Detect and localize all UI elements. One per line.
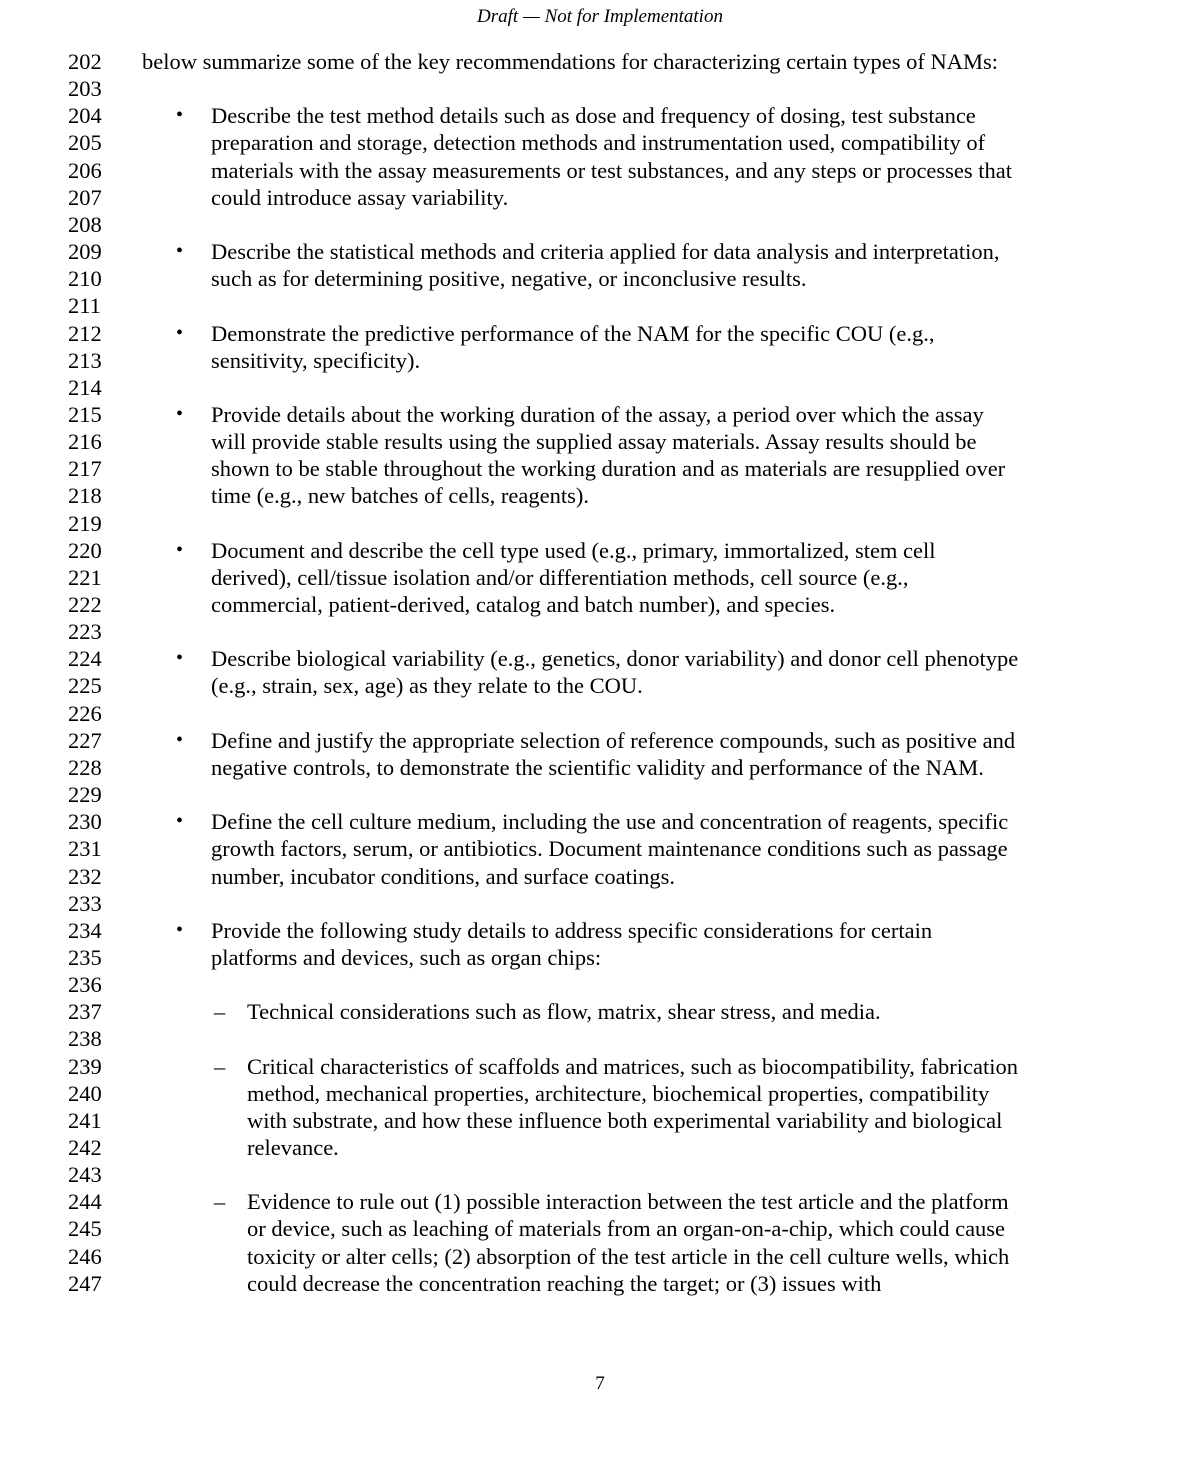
line-text: Provide the following study details to address specific considerations for certain [211,917,933,943]
line-text: Technical considerations such as flow, matrix, shear stress, and media. [247,999,881,1025]
line-text: growth factors, serum, or antibiotics. Document maintenance conditions such as passage [211,836,1008,862]
document-line [0,1053,1200,1080]
line-number: 225 [68,673,102,699]
document-line [0,455,1200,482]
document-line [0,727,1200,754]
document-line [0,645,1200,672]
line-text: Demonstrate the predictive performance of the NAM for the specific COU (e.g., [211,320,935,346]
bullet-marker: • [176,402,184,425]
line-text: or device, such as leaching of materials from an organ-on-a-chip, which could cause [247,1216,1006,1242]
line-number: 234 [68,917,102,943]
line-text: Critical characteristics of scaffolds and matrices, such as biocompatibility, fabrication [247,1053,1018,1079]
line-text: method, mechanical properties, architecture, biochemical properties, compatibility [247,1080,990,1106]
document-line [0,591,1200,618]
document-line [0,102,1200,129]
line-text: platforms and devices, such as organ chips: [211,944,602,970]
line-number: 212 [68,320,102,346]
line-number: 222 [68,592,102,617]
document-line [0,129,1200,156]
line-number: 241 [68,1107,102,1133]
document-line [0,863,1200,890]
line-text: could decrease the concentration reaching the target; or (3) issues with [247,1270,882,1296]
line-text: such as for determining positive, negative, or inconclusive results. [211,266,807,292]
line-number: 231 [68,836,102,862]
line-text: time (e.g., new batches of cells, reagents). [211,483,589,509]
document-line [0,320,1200,347]
document-line [0,238,1200,265]
line-number: 230 [68,809,102,835]
document-line [0,1270,1200,1297]
document-line [0,1215,1200,1242]
dash-marker: – [214,1189,226,1215]
document-line [0,48,1200,75]
document-line [0,781,1200,808]
document-line [0,428,1200,455]
line-number: 215 [68,401,102,427]
line-number: 223 [68,619,102,645]
dash-marker: – [214,999,226,1025]
line-text: Provide details about the working duration of the assay, a period over which the assay [211,401,984,427]
document-line [0,374,1200,401]
document-line [0,998,1200,1025]
line-number: 211 [68,293,101,319]
page-number: 7 [595,1373,605,1394]
document-line [0,890,1200,917]
document-line [0,510,1200,537]
document-line [0,537,1200,564]
line-number: 229 [68,782,102,808]
line-text: preparation and storage, detection methods and instrumentation used, compatibility of [211,130,986,156]
line-number: 202 [68,49,102,74]
line-number: 239 [68,1053,102,1079]
document-line [0,1107,1200,1134]
document-line [0,1025,1200,1052]
bullet-marker: • [176,538,184,561]
document-line [0,265,1200,292]
document-line [0,401,1200,428]
document-line [0,835,1200,862]
line-text: Define and justify the appropriate selection of reference compounds, such as positive and [211,727,1016,753]
dash-marker: – [214,1053,226,1079]
document-line [0,808,1200,835]
bullet-marker: • [176,321,184,344]
line-number: 210 [68,266,102,292]
line-number: 243 [68,1162,102,1188]
document-line [0,1188,1200,1215]
document-line [0,157,1200,184]
line-number: 227 [68,727,102,753]
line-number: 237 [68,999,102,1025]
line-number: 232 [68,863,102,889]
line-text: derived), cell/tissue isolation and/or differentiation methods, cell source (e.g., [211,564,909,590]
line-number: 246 [68,1243,102,1269]
line-number: 236 [68,972,102,998]
line-text: (e.g., strain, sex, age) as they relate to the COU. [211,673,643,699]
line-number: 217 [68,456,102,482]
document-line [0,1161,1200,1188]
line-text: commercial, patient-derived, catalog and batch number), and species. [211,592,836,617]
line-number: 238 [68,1026,102,1052]
document-line [0,700,1200,727]
document-line [0,1134,1200,1161]
document-line [0,917,1200,944]
bullet-marker: • [176,104,184,127]
line-number: 224 [68,646,102,672]
line-text: Evidence to rule out (1) possible interaction between the test article and the platform [247,1189,1009,1215]
line-text: Document and describe the cell type used (e.g., primary, immortalized, stem cell [211,537,936,563]
line-number: 206 [68,157,102,183]
line-text: could introduce assay variability. [211,184,509,210]
line-text: sensitivity, specificity). [211,347,421,373]
document-line [0,971,1200,998]
line-number: 235 [68,944,102,970]
line-text: Describe biological variability (e.g., genetics, donor variability) and donor cell phenotype [211,646,1019,672]
line-number: 218 [68,483,102,509]
document-line [0,211,1200,238]
line-number: 204 [68,103,102,129]
line-number: 245 [68,1216,102,1242]
document-line [0,618,1200,645]
document-line [0,75,1200,102]
line-number: 219 [68,510,102,536]
document-line [0,564,1200,591]
line-number: 228 [68,754,102,780]
line-number: 208 [68,211,102,237]
bullet-marker: • [176,647,184,670]
line-text: Describe the statistical methods and criteria applied for data analysis and interpretation, [211,239,1000,265]
line-number: 233 [68,890,102,916]
line-number: 209 [68,239,102,265]
line-text: number, incubator conditions, and surface coatings. [211,863,675,889]
document-line [0,347,1200,374]
line-text: toxicity or alter cells; (2) absorption of the test article in the cell culture wells, which [247,1243,1010,1269]
line-number: 203 [68,76,102,102]
document-line [0,1243,1200,1270]
draft-notice: Draft — Not for Implementation [477,6,723,27]
line-number: 213 [68,347,102,373]
document-line [0,672,1200,699]
line-number: 247 [68,1270,102,1296]
line-text: Define the cell culture medium, including the use and concentration of reagents, specific [211,809,1009,835]
bullet-marker: • [176,728,184,751]
line-text: materials with the assay measurements or test substances, and any steps or processes that [211,157,1013,183]
running-header [0,4,1200,30]
line-number: 226 [68,700,102,726]
line-number: 205 [68,130,102,156]
line-text: will provide stable results using the supplied assay materials. Assay results should be [211,429,977,455]
line-number: 207 [68,184,102,210]
line-text: negative controls, to demonstrate the scientific validity and performance of the NAM. [211,754,984,780]
document-line [0,184,1200,211]
bullet-marker: • [176,918,184,941]
line-text: relevance. [247,1135,339,1160]
document-line [0,482,1200,509]
line-number: 221 [68,564,102,590]
line-text: below summarize some of the key recommendations for characterizing certain types of NAMs: [142,49,998,74]
line-text: shown to be stable throughout the working duration and as materials are resupplied over [211,456,1006,482]
bullet-marker: • [176,240,184,263]
line-number: 240 [68,1080,102,1106]
line-text: Describe the test method details such as dose and frequency of dosing, test substance [211,103,976,129]
line-number: 242 [68,1135,102,1160]
line-number: 244 [68,1189,102,1215]
document-line [0,754,1200,781]
document-line [0,1080,1200,1107]
document-line [0,944,1200,971]
document-line [0,292,1200,319]
line-number: 216 [68,429,102,455]
bullet-marker: • [176,810,184,833]
line-number: 214 [68,374,102,400]
line-text: with substrate, and how these influence both experimental variability and biological [247,1107,1003,1133]
line-number: 220 [68,537,102,563]
